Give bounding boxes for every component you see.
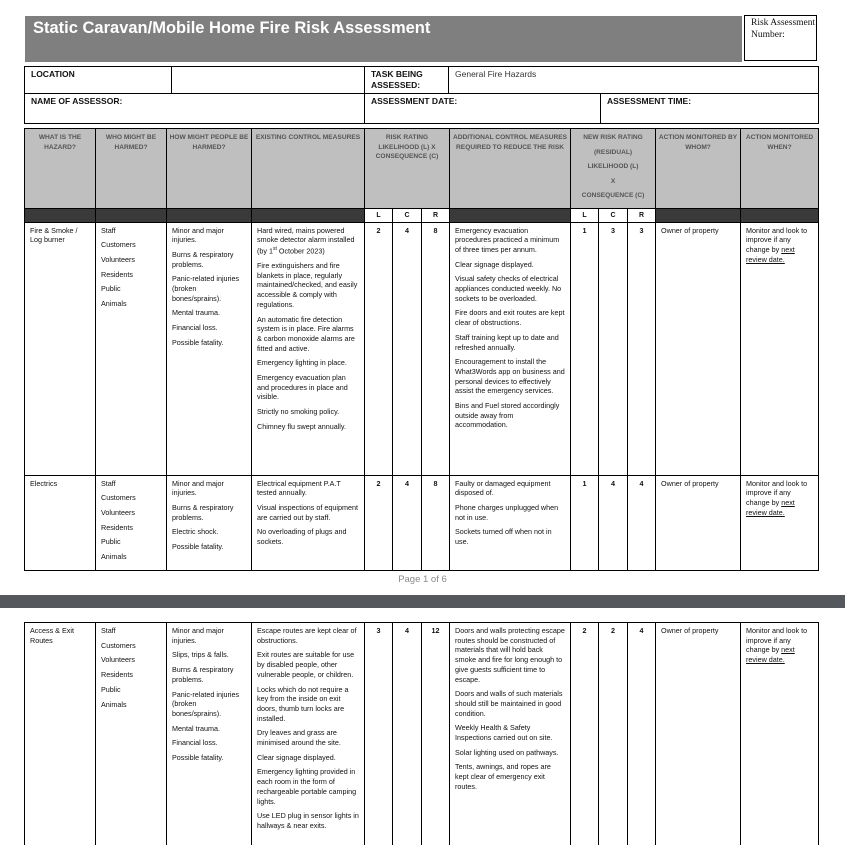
title-bar <box>25 16 742 62</box>
list-item: Staff <box>101 478 116 488</box>
whom-cell: Owner of property <box>656 623 741 845</box>
who-cell <box>96 475 167 570</box>
list-item: Staff training kept up to date and refreshed annually. <box>455 332 559 352</box>
c-value: 4 <box>393 222 422 475</box>
list-item: Minor and major injuries. <box>172 478 224 498</box>
risk-assessment-number-box: Risk Assessment Number: <box>744 15 817 61</box>
list-item: Residents <box>101 269 133 279</box>
text: Hard wired, mains powered smoke detector alarm installed (by 1 <box>257 225 355 256</box>
list-item: No overloading of plugs and sockets. <box>257 527 347 547</box>
r-value: 8 <box>422 222 450 475</box>
list-item: Visual inspections of equipment are carried out by staff. <box>257 502 358 522</box>
list-item: Staff <box>101 626 116 635</box>
new-r-value: 4 <box>628 623 656 845</box>
how-cell <box>167 623 252 845</box>
text: October 2023) <box>276 246 325 256</box>
list-item: Animals <box>101 699 127 709</box>
header-existing: EXISTING CONTROL MEASURES <box>252 129 365 209</box>
existing-cell <box>252 623 365 845</box>
next-review-date: next review date. <box>746 244 795 264</box>
assessor-label: NAME OF ASSESSOR: <box>25 94 365 124</box>
header-hazard: WHAT IS THE HAZARD? <box>25 129 96 209</box>
l-value: 2 <box>365 222 393 475</box>
list-item: Doors and walls protecting escape routes should be constructed of materials that will hold back smoke and fire for long enough to give guests sufficient time to escape. <box>455 626 565 684</box>
list-item: Phone charges unplugged when not in use. <box>455 502 559 522</box>
page-2 <box>0 608 845 845</box>
when-cell <box>741 623 819 845</box>
list-item: Tents, awnings, and ropes are kept clear of emergency exit routes. <box>455 762 551 791</box>
list-item: Panic-related injuries (broken bones/sprains). <box>172 689 240 718</box>
risk-table-continued <box>24 622 819 845</box>
list-item: Burns & respiratory problems. <box>172 665 234 684</box>
list-item: Bins and Fuel stored accordingly outside away from accommodation. <box>455 401 560 430</box>
whom-cell: Owner of property <box>656 475 741 570</box>
list-item: Customers <box>101 240 136 250</box>
list-item: Dry leaves and grass are minimised around the site. <box>257 728 341 748</box>
list-item: Customers <box>101 493 136 503</box>
header-who: WHO MIGHT BE HARMED? <box>96 129 167 209</box>
list-item: Solar lighting used on pathways. <box>455 747 559 757</box>
new-l-label: L <box>571 208 599 222</box>
additional-cell <box>450 623 571 845</box>
list-item: Locks which do not require a key from the inside on exit doors, thumb turn locks are installed. <box>257 684 349 723</box>
list-item: Emergency evacuation plan and procedures in place and visible. <box>257 373 348 402</box>
list-item: Volunteers <box>101 507 135 517</box>
r-value: 12 <box>422 623 450 845</box>
list-item: Financial loss. <box>172 323 218 333</box>
list-item: Clear signage displayed. <box>455 259 534 269</box>
list-item: Exit routes are suitable for use by disabled people, other vulnerable people, or children. <box>257 650 355 679</box>
r-value: 8 <box>422 475 450 570</box>
list-item: Mental trauma. <box>172 723 220 733</box>
header-action-whom: ACTION MONITORED BY WHOM? <box>656 129 741 209</box>
list-item: Escape routes are kept clear of obstructions. <box>257 626 357 645</box>
list-item: Possible fatality. <box>172 337 224 347</box>
when-cell <box>741 222 819 475</box>
list-item: Customers <box>101 640 136 650</box>
c-label: C <box>393 208 422 222</box>
list-item: An automatic fire detection system is in place. Fire alarms & carbon monoxide alarms are fitted and active. <box>257 314 355 353</box>
new-l-value: 2 <box>571 623 599 845</box>
list-item: Fire doors and exit routes are kept clear of obstructions. <box>455 308 565 328</box>
list-item: Burns & respiratory problems. <box>172 502 234 522</box>
list-item: Weekly Health & Safety Inspections carried out on site. <box>455 723 553 743</box>
hazard-cell: Electrics <box>25 475 96 570</box>
list-item: Mental trauma. <box>172 308 220 318</box>
text: Monitor and look to improve if any change by <box>746 478 808 507</box>
new-c-label: C <box>599 208 628 222</box>
header-additional: ADDITIONAL CONTROL MEASURES REQUIRED TO REDUCE THE RISK <box>450 129 571 209</box>
new-r-value: 3 <box>628 222 656 475</box>
task-value[interactable]: General Fire Hazards <box>449 67 819 94</box>
document-title: Static Caravan/Mobile Home Fire Risk Assessment <box>33 19 431 37</box>
list-item: Residents <box>101 522 133 532</box>
location-label: LOCATION <box>25 67 172 94</box>
existing-cell <box>252 222 365 475</box>
list-item: Animals <box>101 299 127 309</box>
list-item: Slips, trips & falls. <box>172 650 229 660</box>
table-row <box>25 475 819 570</box>
r-label: R <box>422 208 450 222</box>
list-item: Public <box>101 684 121 694</box>
c-value: 4 <box>393 623 422 845</box>
header-row <box>25 129 819 209</box>
list-item: Public <box>101 537 121 547</box>
list-item: Public <box>101 284 121 294</box>
new-risk-line: X <box>610 177 616 185</box>
list-item: Animals <box>101 552 127 562</box>
list-item: Clear signage displayed. <box>257 752 336 762</box>
table-row <box>25 222 819 475</box>
l-label: L <box>365 208 393 222</box>
additional-cell <box>450 222 571 475</box>
new-r-value: 4 <box>628 475 656 570</box>
l-value: 2 <box>365 475 393 570</box>
next-review-date: next review date. <box>746 497 795 517</box>
list-item: Residents <box>101 670 133 680</box>
list-item: Encouragement to install the What3Words app on business and personal devices to effectively assist the emergency services. <box>455 357 565 396</box>
list-item: Sockets turned off when not in use. <box>455 527 552 547</box>
list-item: Emergency lighting in place. <box>257 358 347 368</box>
list-item: Minor and major injuries. <box>172 225 224 245</box>
text: Monitor and look to improve if any change by <box>746 626 808 655</box>
task-label: TASK BEING ASSESSED: <box>365 67 449 94</box>
how-cell <box>167 475 252 570</box>
list-item: Faulty or damaged equipment disposed of. <box>455 478 551 498</box>
assessor-table <box>24 93 819 124</box>
new-risk-line: NEW RISK RATING <box>583 134 643 141</box>
list-item: Doors and walls of such materials should still be maintained in good condition. <box>455 689 563 718</box>
header-risk-rating: RISK RATING LIKELIHOOD (L) X CONSEQUENCE (C) <box>365 129 450 209</box>
list-item <box>257 226 359 257</box>
header-action-when: ACTION MONITORED WHEN? <box>741 129 819 209</box>
lcr-row <box>25 208 819 222</box>
when-cell <box>741 475 819 570</box>
new-risk-line: (RESIDUAL) <box>593 148 633 156</box>
c-value: 4 <box>393 475 422 570</box>
new-risk-line: LIKELIHOOD (L) <box>587 163 639 170</box>
next-review-date: next review date. <box>746 645 795 665</box>
page-footer: Page 1 of 6 <box>398 574 447 585</box>
text: Monitor and look to improve if any change by <box>746 225 808 254</box>
new-risk-line: CONSEQUENCE (C) <box>581 192 645 199</box>
risk-table <box>24 128 819 571</box>
list-item: Staff <box>101 225 116 235</box>
l-value: 3 <box>365 623 393 845</box>
list-item: Electric shock. <box>172 527 219 537</box>
new-c-value: 3 <box>599 222 628 475</box>
hazard-cell: Fire & Smoke / Log burner <box>25 222 96 475</box>
list-item: Emergency lighting provided in each room in the form of rechargeable portable camping lights. <box>257 767 357 806</box>
header-how: HOW MIGHT PEOPLE BE HARMED? <box>167 129 252 209</box>
whom-cell: Owner of property <box>656 222 741 475</box>
list-item: Volunteers <box>101 655 135 665</box>
list-item: Emergency evacuation procedures practiced a minimum of three times per annum. <box>455 225 560 254</box>
info-table <box>24 66 819 94</box>
list-item: Minor and major injuries. <box>172 626 224 645</box>
location-value[interactable] <box>172 67 365 94</box>
header-new-risk <box>571 129 656 209</box>
list-item: Burns & respiratory problems. <box>172 249 234 269</box>
new-r-label: R <box>628 208 656 222</box>
how-cell <box>167 222 252 475</box>
existing-cell <box>252 475 365 570</box>
list-item: Possible fatality. <box>172 753 224 763</box>
assessment-time-label: ASSESSMENT TIME: <box>601 94 819 124</box>
new-l-value: 1 <box>571 475 599 570</box>
page-separator <box>0 595 845 608</box>
list-item: Possible fatality. <box>172 542 224 552</box>
text: st <box>272 245 277 252</box>
assessment-date-label: ASSESSMENT DATE: <box>365 94 601 124</box>
hazard-cell: Access & Exit Routes <box>25 623 96 845</box>
new-c-value: 2 <box>599 623 628 845</box>
who-cell <box>96 222 167 475</box>
list-item: Financial loss. <box>172 738 218 748</box>
new-l-value: 1 <box>571 222 599 475</box>
list-item: Visual safety checks of electrical appliances conducted weekly. No sockets to be overloaded. <box>455 274 562 303</box>
list-item: Fire extinguishers and fire blankets in place, regularly maintained/checked, and easily accessible & comply with regulations. <box>257 261 358 309</box>
who-cell <box>96 623 167 845</box>
list-item: Strictly no smoking policy. <box>257 407 340 417</box>
new-c-value: 4 <box>599 475 628 570</box>
list-item: Chimney flu swept annually. <box>257 421 346 431</box>
list-item: Use LED plug in sensor lights in hallways & near exits. <box>257 811 359 830</box>
list-item: Volunteers <box>101 254 135 264</box>
list-item: Electrical equipment P.A.T tested annually. <box>257 478 341 498</box>
table-row <box>25 623 819 845</box>
list-item: Panic-related injuries (broken bones/sprains). <box>172 274 240 303</box>
additional-cell <box>450 475 571 570</box>
